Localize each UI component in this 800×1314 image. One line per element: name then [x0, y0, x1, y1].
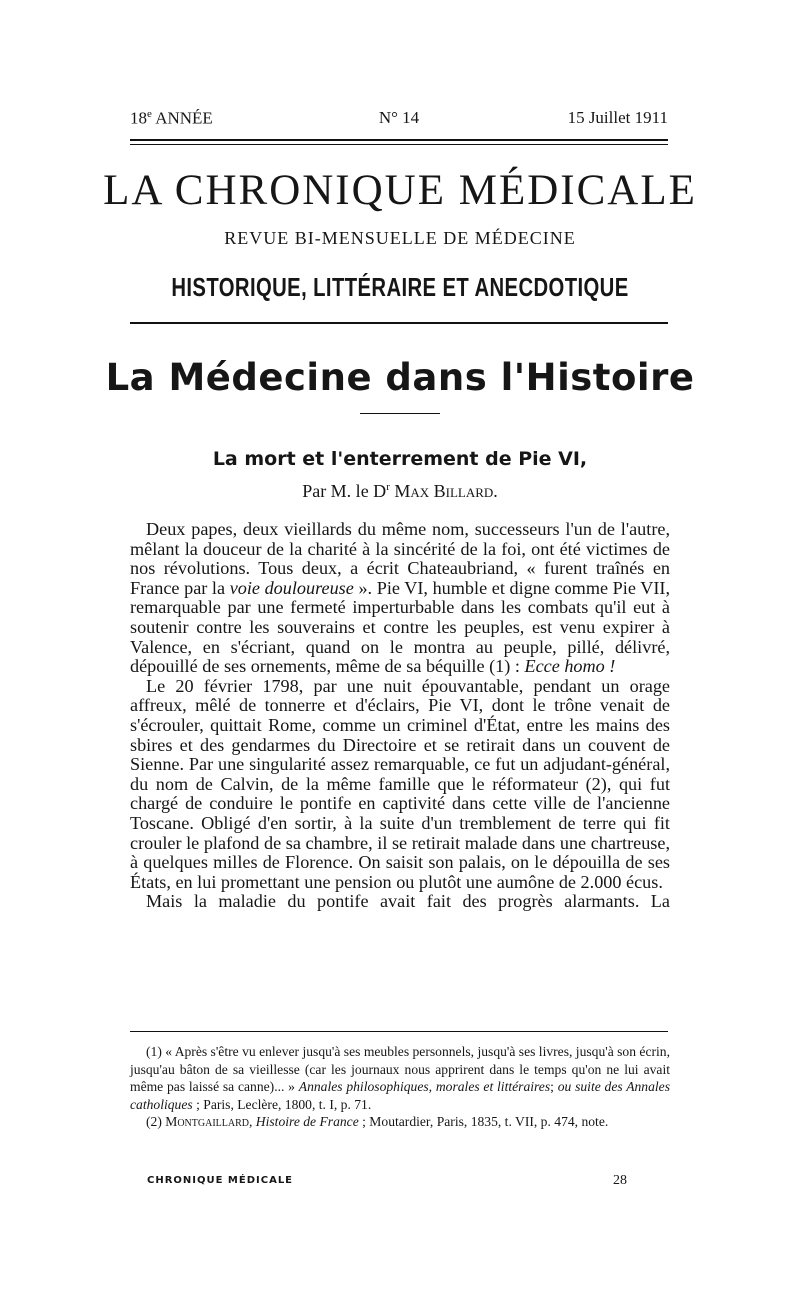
issue-date: 15 Juillet 1911 — [567, 108, 668, 127]
journal-title: LA CHRONIQUE MÉDICALE — [103, 167, 697, 214]
author-name: Max Billard. — [394, 481, 498, 501]
journal-subtitle-1: REVUE BI-MENSUELLE DE MÉDECINE — [224, 228, 576, 248]
year-label: 18e ANNÉE — [130, 108, 213, 128]
footnotes — [130, 1043, 670, 1131]
paragraph-2: Le 20 février 1798, par une nuit épouvantable, pendant un orage affreux, mêlé de tonnerre et d'éclairs, Pie VI, dont le trône venait de s'écrouler, quittait Rome, comme un criminel d'État, entre les mains des sbires et des gendarmes du Directoire et se retirait dans un couvent de Sienne. Par une singularité assez remarquable, ce fut un adjudant-général, du nom de Calvin, de la même famille que le réformateur (2), qui fut chargé de conduire le pontife en captivité dans cette ville de l'ancienne Toscane. Obligé d'en sortir, à la suite d'un tremblement de terre qui fit crouler le plafond de sa chambre, il se retirait malade dans une chartreuse, à quelques milles de Florence. On saisit son palais, on le dépouilla de ses États, en lui promettant une pension ou plutôt une aumône de 2.000 écus. — [130, 675, 670, 892]
article-title: La mort et l'enterrement de Pie VI, — [212, 448, 588, 470]
section-title: La Médecine dans l'Histoire — [105, 356, 695, 399]
paragraph-1: Deux papes, deux vieillards du même nom, successeurs l'un de l'autre, mêlant la douceur de la charité à la sincérité de la foi, ont été victimes de nos révolutions. Tous deux, a écrit Chateaubriand, « furent traînés en France par la voie douloureuse ». Pie VI, humble et digne comme Pie VII, remarquable par une fermeté imperturbable dans les combats qu'il eut à soutenir contre les souverains et contre les peuples, est venu expirer à Valence, en s'écriant, quand on le montra au peuple, pillé, délivré, dépouillé de ses ornements, même de sa béquille (1) : Ecce homo ! — [130, 519, 670, 677]
footnote-2: (2) Montgaillard, Histoire de France ; Moutardier, Paris, 1835, t. VII, p. 474, note. — [146, 1114, 609, 1130]
paragraph-3: Mais la maladie du pontife avait fait des progrès alarmants. La — [146, 891, 670, 912]
journal-subtitle-2: HISTORIQUE, LITTÉRAIRE ET ANECDOTIQUE — [171, 272, 629, 302]
byline: Par M. le $D^r$ Max Billard. — [302, 481, 498, 501]
section-divider — [360, 413, 440, 414]
masthead-rule — [130, 322, 668, 324]
footnote-1: (1) « Après s'être vu enlever jusqu'à ses meubles personnels, jusqu'à ses livres, jusqu'à son écrin, jusqu'au bâton de sa vieillesse (car les journaux nous apprirent dans le temps qu'on ne lui avait même pas laissé sa canne)... » Annales philosophiques, morales et littéraires; ou suite des Annales catholiques ; Paris, Leclère, 1800, t. I, p. 71. — [130, 1044, 670, 1112]
page-header — [130, 108, 668, 132]
running-title: CHRONIQUE MÉDICALE — [147, 1175, 294, 1186]
issue-number: N° 14 — [378, 108, 420, 127]
footnote-rule — [130, 1031, 668, 1032]
header-rule-thin — [130, 144, 668, 145]
page-number: 28 — [613, 1173, 627, 1188]
header-rule-thick — [130, 139, 668, 141]
article-body — [130, 520, 670, 912]
